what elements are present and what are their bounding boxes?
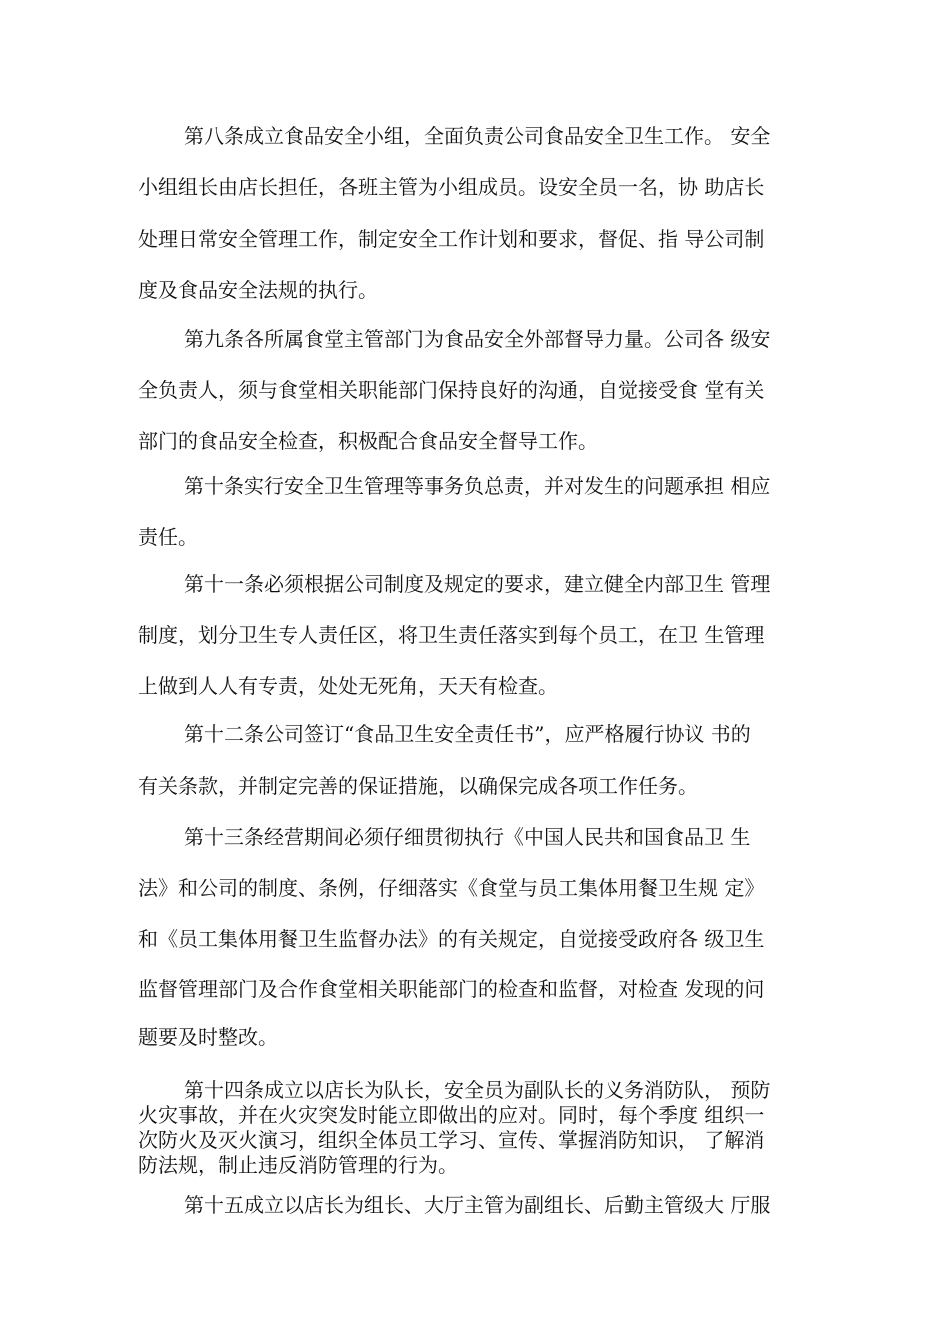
text-line: 第九条各所属食堂主管部门为食品安全外部督导力量。公司各 级安 — [184, 327, 771, 351]
text-line: 防法规，制止违反消防管理的行为。 — [138, 1153, 458, 1177]
text-line: 次防火及灭火演习，组织全体员工学习、宣传、掌握消防知识， 了解消 — [138, 1128, 765, 1152]
text-line: 上做到人人有专责，处处无死角，天天有检查。 — [138, 674, 558, 698]
text-line: 有关条款，并制定完善的保证措施，以确保完成各项工作任务。 — [138, 774, 698, 798]
text-line: 法》和公司的制度、条例，仔细落实《食堂与员工集体用餐卫生规 定》 — [138, 876, 765, 900]
text-line: 火灾事故，并在火灾突发时能立即做出的应对。同时，每个季度 组织一 — [138, 1103, 765, 1127]
text-line: 监督管理部门及合作食堂相关职能部门的检查和监督，对检查 发现的问 — [138, 977, 765, 1001]
text-line: 第十四条成立以店长为队长，安全员为副队长的义务消防队， 预防 — [184, 1078, 771, 1102]
text-line: 第十二条公司签订“食品卫生安全责任书”，应严格履行协议 书的 — [184, 722, 751, 746]
text-line: 制度，划分卫生专人责任区，将卫生责任落实到每个员工，在卫 生管理 — [138, 623, 765, 647]
text-line: 和《员工集体用餐卫生监督办法》的有关规定，自觉接受政府各 级卫生 — [138, 927, 765, 951]
text-line: 全负责人，须与食堂相关职能部门保持良好的沟通，自觉接受食 堂有关 — [138, 378, 765, 402]
text-line: 第十条实行安全卫生管理等事务负总责，并对发生的问题承担 相应 — [184, 474, 771, 498]
text-line: 第十三条经营期间必须仔细贯彻执行《中国人民共和国食品卫 生 — [184, 825, 751, 849]
text-line: 部门的食品安全检查，积极配合食品安全督导工作。 — [138, 429, 598, 453]
text-line: 第十一条必须根据公司制度及规定的要求，建立健全内部卫生 管理 — [184, 572, 771, 596]
text-line: 第八条成立食品安全小组，全面负责公司食品安全卫生工作。 安全 — [184, 124, 771, 148]
text-line: 度及食品安全法规的执行。 — [138, 278, 378, 302]
text-line: 小组组长由店长担任，各班主管为小组成员。设安全员一名，协 助店长 — [138, 175, 765, 199]
text-line: 题要及时整改。 — [138, 1025, 278, 1049]
text-line: 责任。 — [138, 525, 198, 549]
text-line: 处理日常安全管理工作，制定安全工作计划和要求，督促、指 导公司制 — [138, 227, 765, 251]
text-line: 第十五成立以店长为组长、大厅主管为副组长、后勤主管级大 厅服 — [184, 1193, 771, 1217]
